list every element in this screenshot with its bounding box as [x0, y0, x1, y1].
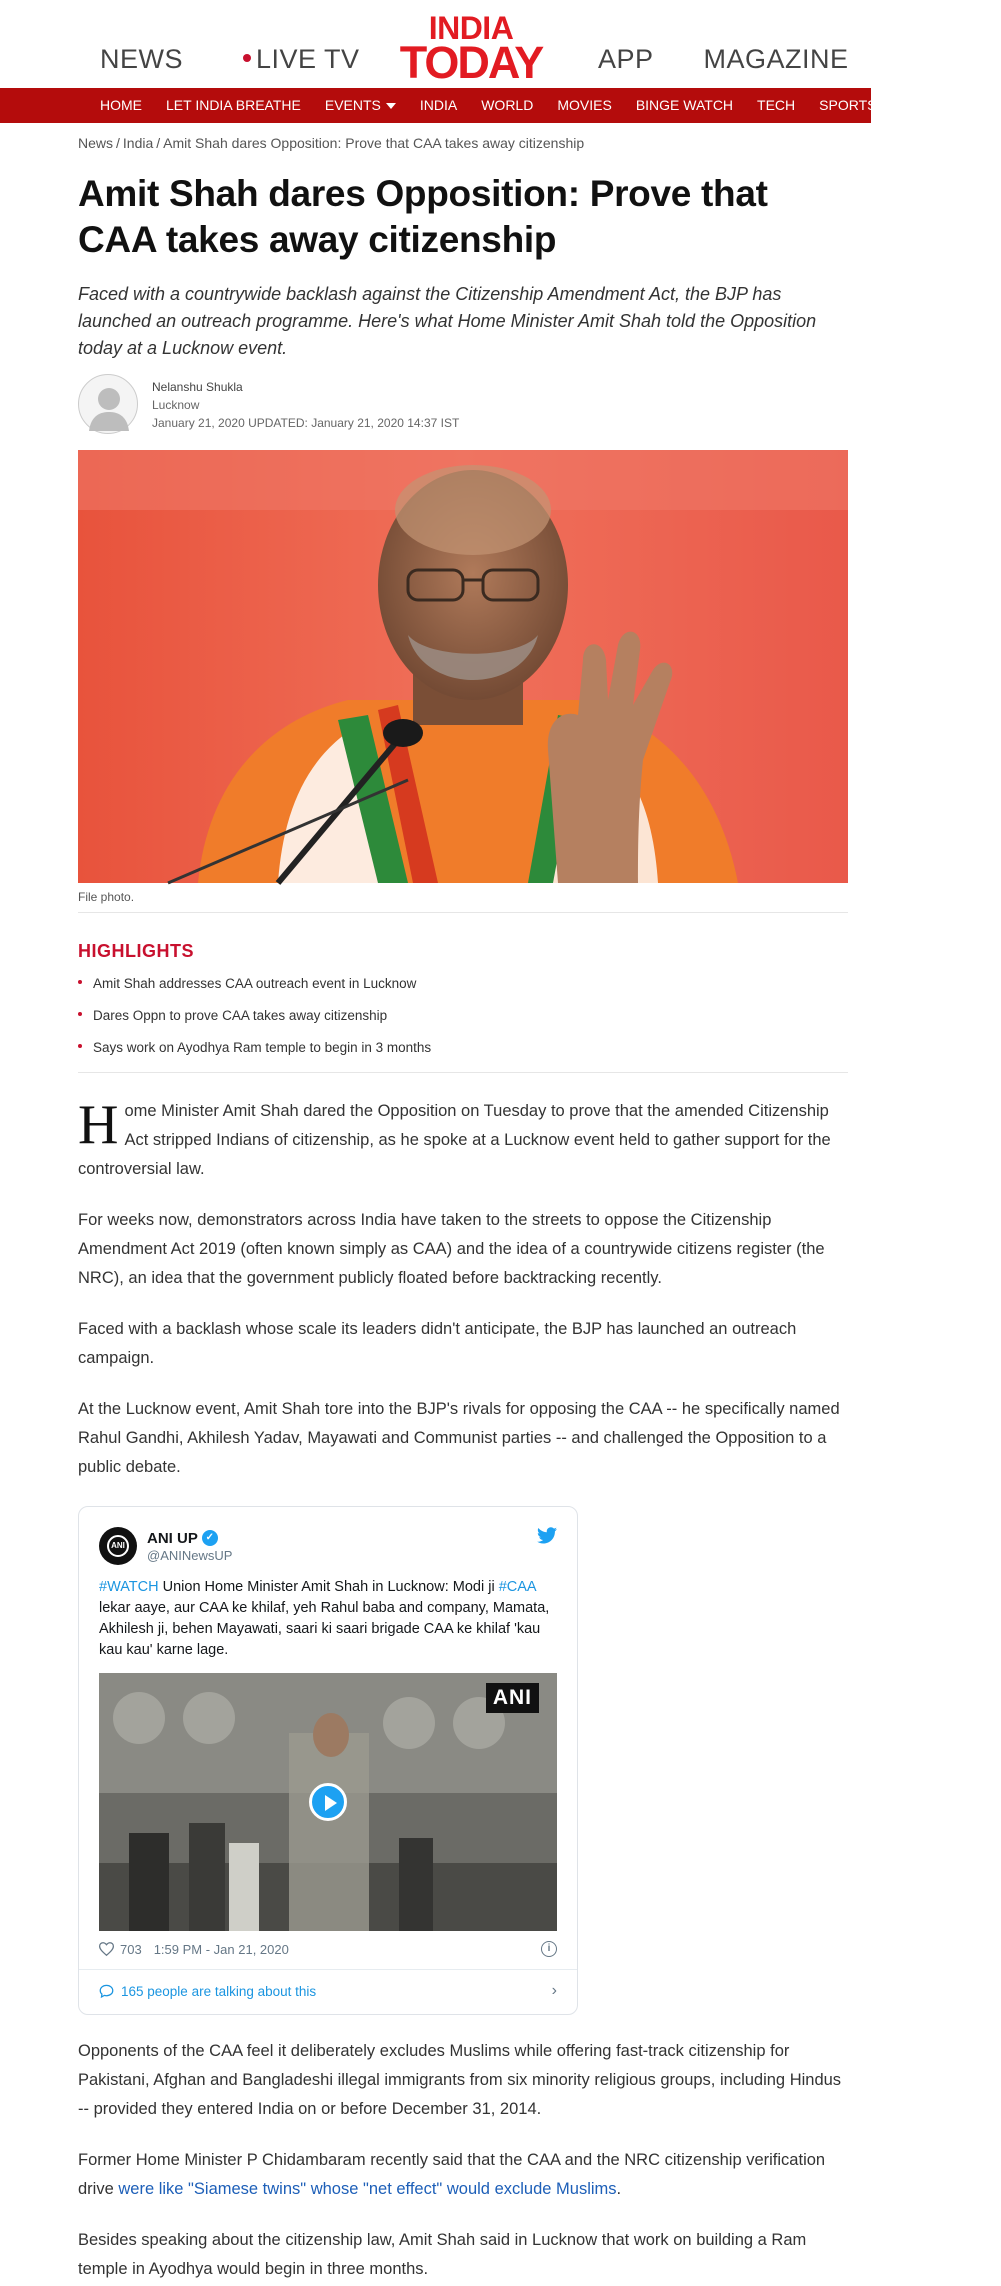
breadcrumb-separator: / — [156, 135, 161, 151]
tweet-separator — [79, 1969, 577, 1970]
hero-photo — [78, 450, 848, 883]
heart-icon[interactable] — [99, 1942, 114, 1956]
nav-item-home[interactable]: HOME — [100, 97, 142, 113]
nav-app-link[interactable]: APP — [598, 44, 654, 74]
image-caption: File photo. — [78, 890, 848, 913]
tweet-avatar-text: ANI — [107, 1535, 129, 1557]
breadcrumb — [78, 135, 848, 151]
twitter-bird-icon[interactable] — [537, 1527, 557, 1544]
drop-cap: H — [78, 1094, 119, 1156]
body-paragraph: At the Lucknow event, Amit Shah tore into the BJP's rivals for opposing the CAA -- he specifically named Rahul Gandhi, Akhilesh Yadav, Mayawati and Communist parties -- and challenged the Opposition to a public debate. — [78, 1400, 840, 1476]
talking-count-text: 165 people are talking about this — [121, 1983, 317, 1999]
author-name[interactable]: Nelanshu Shukla — [152, 380, 243, 394]
tweet-video[interactable] — [99, 1673, 557, 1931]
live-tv-label: LIVE TV — [256, 44, 360, 74]
like-count: 703 — [120, 1941, 142, 1957]
tweet-text-part: lekar aaye, aur CAA ke khilaf, yeh Rahul baba and company, Mamata, Akhilesh ji, behen Mayawati, saari ki saari brigade CAA ke khilaf 'kau kau kau' karne lage. — [99, 1600, 550, 1658]
header-nav-left — [100, 44, 360, 75]
nav-item-binge-watch[interactable]: BINGE WATCH — [635, 97, 734, 113]
logo-line-2: TODAY — [399, 36, 543, 88]
article-body — [78, 1094, 848, 2284]
hashtag-link[interactable]: #WATCH — [99, 1579, 159, 1595]
body-paragraph — [78, 2146, 848, 2204]
article — [78, 135, 848, 2284]
byline — [78, 374, 848, 434]
logo-line-1: INDIA — [428, 10, 514, 46]
body-paragraph: Besides speaking about the citizenship law, Amit Shah said in Lucknow that work on building a Ram temple in Ayodhya would begin in three months. — [78, 2231, 807, 2278]
highlights-list — [78, 976, 848, 1055]
paragraph-text: ome Minister Amit Shah dared the Opposition on Tuesday to prove that the amended Citizenship Act stripped Indians of citizenship, as he spoke at a Lucknow event held to gather support for the controversial law. — [78, 1102, 831, 1178]
nav-magazine-link[interactable]: MAGAZINE — [703, 44, 849, 74]
nav-item-tech[interactable]: TECH — [757, 97, 796, 113]
breadcrumb-india[interactable]: India — [122, 135, 154, 151]
tweet-conversation-link[interactable] — [99, 1982, 557, 2000]
user-silhouette-icon — [79, 375, 139, 435]
nav-live-tv-link[interactable] — [243, 44, 360, 75]
article-title: Amit Shah dares Opposition: Prove that CAA takes away citizenship — [78, 173, 768, 260]
site-header — [0, 0, 871, 88]
breadcrumb-separator: / — [116, 135, 120, 151]
tweet-author-name: ANI UP — [147, 1529, 198, 1547]
nav-item-world[interactable]: WORLD — [481, 97, 534, 113]
verified-badge-icon: ✓ — [202, 1530, 218, 1546]
live-dot-icon — [243, 54, 251, 62]
embedded-tweet[interactable] — [78, 1506, 578, 2015]
hero-image — [78, 450, 848, 883]
india-today-logo[interactable] — [398, 10, 544, 88]
author-avatar[interactable] — [78, 374, 138, 434]
article-standfirst: Faced with a countrywide backlash against the Citizenship Amendment Act, the BJP has launched an outreach programme. Here's what Home Minister Amit Shah told the Opposition today at a Lucknow event. — [78, 284, 817, 358]
header-nav-right — [598, 44, 849, 75]
nav-item-india[interactable]: INDIA — [419, 97, 458, 113]
nav-item-sports[interactable]: SPORTS — [819, 97, 877, 113]
highlights — [78, 941, 848, 1055]
info-icon[interactable]: i — [541, 1941, 557, 1957]
breadcrumb-news[interactable]: News — [78, 135, 114, 151]
tweet-text-part: Union Home Minister Amit Shah in Lucknow: Modi ji — [158, 1579, 499, 1595]
play-icon[interactable] — [309, 1783, 347, 1821]
breadcrumb-current: Amit Shah dares Opposition: Prove that CAA takes away citizenship — [163, 135, 585, 151]
nav-item-fact-check[interactable]: FACT CHECK — [900, 97, 989, 113]
nav-item-let-india-breathe[interactable]: LET INDIA BREATHE — [166, 97, 301, 113]
tweet-handle[interactable]: @ANINewsUP — [147, 1547, 233, 1563]
tweet-names — [147, 1530, 232, 1563]
paragraph-text: Former Home Minister P Chidambaram recently said that the CAA and the NRC citizenship verification drive — [78, 2151, 826, 2198]
tweet-avatar[interactable] — [99, 1527, 137, 1565]
article-dateline: January 21, 2020 UPDATED: January 21, 2020 14:37 IST — [152, 416, 460, 430]
body-paragraph: For weeks now, demonstrators across India have taken to the streets to oppose the Citizenship Amendment Act 2019 (often known simply as CAA) and the idea of a countrywide citizens register (the NRC), an idea that the government publicly floated before backtracking recently. — [78, 1211, 825, 1287]
nav-news-link[interactable]: NEWS — [100, 44, 183, 74]
ani-watermark: ANI — [486, 1683, 539, 1713]
body-paragraph: Faced with a backlash whose scale its leaders didn't anticipate, the BJP has launched an outreach campaign. — [78, 1320, 797, 1367]
body-paragraph — [78, 1094, 848, 1184]
body-paragraph: Opponents of the CAA feel it deliberately excludes Muslims while offering fast-track citizenship for Pakistani, Afghan and Bangladeshi illegal immigrants from six minority religious groups, including Hindus -- provided they entered India on or before December 31, 2014. — [78, 2042, 842, 2118]
speech-bubble-icon — [99, 1984, 114, 1998]
divider — [78, 1072, 848, 1073]
nav-item-events[interactable] — [313, 88, 408, 123]
tweet-text — [99, 1577, 557, 1661]
tweet-author[interactable] — [147, 1530, 232, 1547]
highlight-item: Says work on Ayodhya Ram temple to begin in 3 months — [78, 1040, 848, 1055]
author-location: Lucknow — [152, 398, 200, 412]
nav-item-events-label: EVENTS — [324, 97, 381, 113]
paragraph-text: . — [616, 2180, 622, 2198]
chevron-right-icon: › — [551, 1982, 557, 1999]
hashtag-link[interactable]: #CAA — [498, 1579, 536, 1595]
tweet-timestamp[interactable]: 1:59 PM - Jan 21, 2020 — [153, 1941, 289, 1957]
nav-item-movies[interactable]: MOVIES — [557, 97, 612, 113]
caret-down-icon — [386, 103, 396, 109]
tweet-footer — [99, 1941, 557, 1957]
main-nav-bar — [0, 88, 989, 123]
highlight-item: Dares Oppn to prove CAA takes away citizenship — [78, 1008, 848, 1023]
inline-article-link[interactable]: were like "Siamese twins" whose "net effect" would exclude Muslims — [118, 2180, 617, 2198]
byline-meta — [152, 378, 459, 432]
highlight-item: Amit Shah addresses CAA outreach event in Lucknow — [78, 976, 848, 991]
highlights-heading: HIGHLIGHTS — [78, 941, 194, 961]
tweet-header — [99, 1527, 557, 1565]
